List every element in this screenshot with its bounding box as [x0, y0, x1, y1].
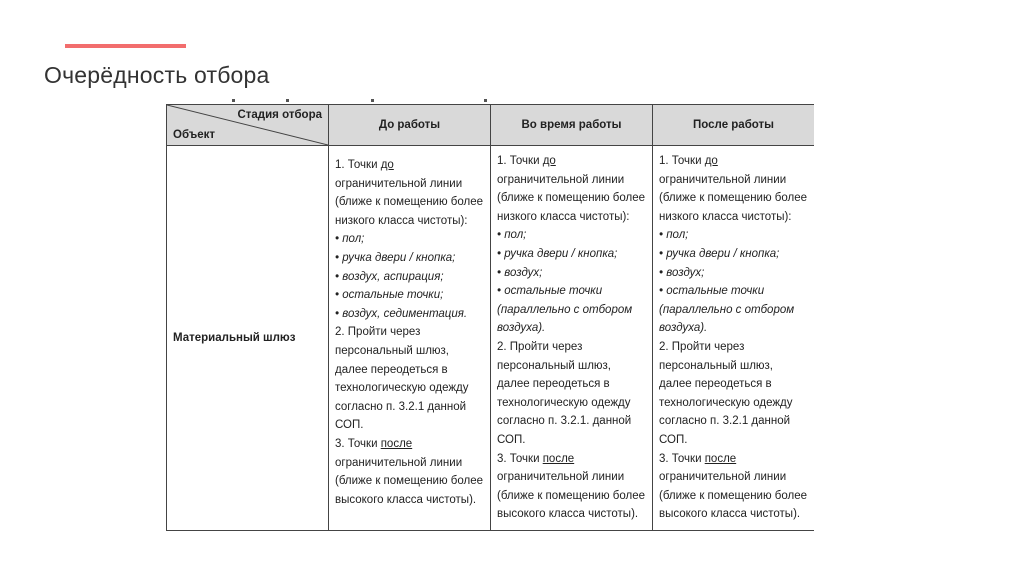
column-header-after: После работы: [653, 105, 815, 146]
after-step-1: 1. Точки до ограничительной линии (ближе к помещению более низкого класса чистоты):: [659, 155, 808, 223]
before-item: • воздух, аспирация;: [335, 270, 444, 283]
after-item: • пол;: [659, 229, 689, 242]
before-step-2: 2. Пройти через персональный шлюз, далее переодеться в технологическую одежду согласно п. 3.2.1 данной СОП.: [335, 326, 469, 432]
during-step-3: 3. Точки после ограничительной линии (ближе к помещению более высокого класса чистоты).: [497, 452, 646, 521]
after-item: • остальные точки (параллельно с отбором воздуха).: [659, 285, 795, 335]
slide-title: Очерёдность отбора: [44, 62, 270, 88]
during-item: • пол;: [497, 229, 527, 242]
after-item: • воздух;: [659, 266, 705, 279]
scan-artifact-marks: [166, 99, 486, 103]
during-step-1: 1. Точки до ограничительной линии (ближе к помещению более низкого класса чистоты):: [497, 155, 646, 223]
sampling-order-table-container: [166, 104, 814, 574]
before-item: • пол;: [335, 233, 365, 246]
before-item: • остальные точки;: [335, 289, 444, 302]
during-item: • ручка двери / кнопка;: [497, 247, 618, 260]
during-work-cell: [491, 146, 653, 531]
column-header-before: До работы: [329, 105, 491, 146]
after-item: • ручка двери / кнопка;: [659, 247, 780, 260]
before-step-3: 3. Точки после ограничительной линии (ближе к помещению более высокого класса чистоты).: [335, 437, 484, 506]
title-accent-bar: [65, 44, 186, 48]
object-label: Объект: [173, 129, 216, 141]
during-step-2: 2. Пройти через персональный шлюз, далее переодеться в технологическую одежду согласно п. 3.2.1. данной СОП.: [497, 340, 632, 446]
after-step-3: 3. Точки после ограничительной линии (ближе к помещению более высокого класса чистоты).: [659, 452, 808, 521]
after-step-2: 2. Пройти через персональный шлюз, далее переодеться в технологическую одежду согласно п. 3.2.1 данной СОП.: [659, 340, 793, 446]
sampling-order-table: [166, 104, 814, 531]
before-item: • воздух, седиментация.: [335, 307, 468, 320]
before-item: • ручка двери / кнопка;: [335, 251, 456, 264]
stage-label: Стадия отбора: [237, 109, 322, 121]
table-row: [167, 146, 815, 531]
header-diagonal-cell: [167, 105, 329, 146]
before-step-1: 1. Точки до ограничительной линии (ближе к помещению более низкого класса чистоты):: [335, 159, 484, 227]
during-item: • остальные точки (параллельно с отбором воздуха).: [497, 285, 633, 335]
before-work-cell: [329, 146, 491, 531]
column-header-during: Во время работы: [491, 105, 653, 146]
after-work-cell: [653, 146, 815, 531]
table-header-row: [167, 105, 815, 146]
object-cell: Материальный шлюз: [167, 146, 329, 531]
during-item: • воздух;: [497, 266, 543, 279]
